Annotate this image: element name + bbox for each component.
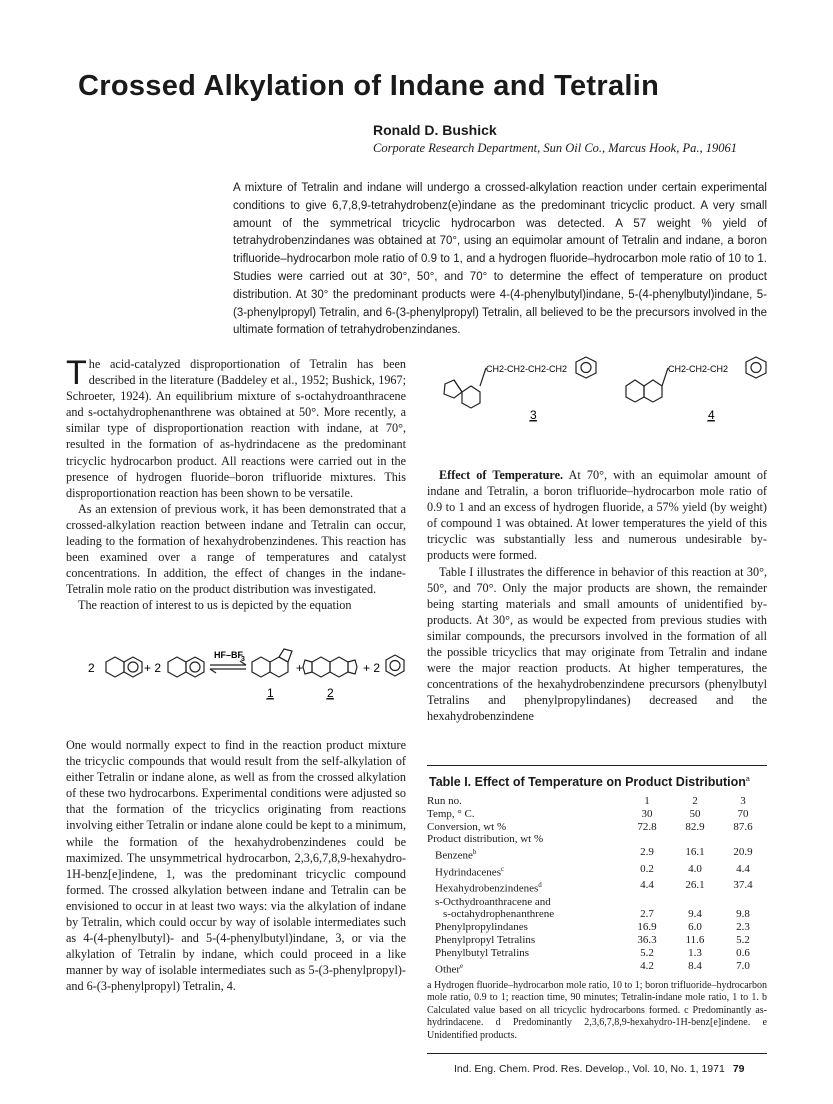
row-label: Benzene$^b$ bbox=[435, 848, 477, 862]
row-value bbox=[671, 896, 719, 909]
row-value: 72.8 bbox=[637, 820, 657, 833]
row-value: 4.0 bbox=[688, 862, 702, 875]
row-label: Product distribution, wt % bbox=[427, 833, 544, 846]
row-value: 11.6 bbox=[685, 933, 705, 946]
row-value: 8.4 bbox=[688, 959, 702, 972]
structure-4-chain: CH2-CH2-CH2 bbox=[668, 364, 729, 374]
row-label: Temp, ° C. bbox=[427, 807, 475, 820]
abstract: A mixture of Tetralin and indane will undergo a crossed-alkylation reaction under certain experimental conditions to give 6,7,8,9-tetrahydrobenz(e)indane as the predominant tricyclic product. A very small amount of the symmetrical tricyclic hydrocarbon was detected. A 57 weight % yield of tetrahydrobenzindanes was obtained at 70°, using an equimolar amount of Tetralin and indane, a boron trifluoride–hydrocarbon mole ratio of 0.9 to 1, and a hydrogen fluoride–hydrocarbon mole ratio of 10 to 1. Studies were carried out at 30°, 50°, and 70° to determine the effect of temperature on product distribution. At 30° the predominant products were 4-(4-phenylbutyl)indane, 5-(4-phenylbutyl)indane, 5-(3-phenylpropyl) Tetralin, and 6-(3-phenylpropyl) Tetralin, all believed to be the precursors involved in the ultimate formation of tetrahydrobenzindanes. bbox=[233, 182, 767, 337]
row-value bbox=[671, 833, 719, 846]
structure-3-label: 3 bbox=[530, 408, 537, 422]
table-row bbox=[427, 879, 767, 895]
structures-3-4 bbox=[436, 356, 776, 436]
table-row bbox=[427, 896, 767, 909]
row-value: 7.0 bbox=[736, 959, 750, 972]
product-2-structure bbox=[303, 657, 357, 677]
extension-paragraph: As an extension of previous work, it has been demonstrated that a crossed-alkylation reaction between indane and Tetralin can occur, leading to the formation of hexahydrobenzindenes. This reaction has been examined over a range of temperatures and catalyst concentrations. In addition, the effect of changes in the indane-Tetralin mole ratio on the product distribution was investigated. bbox=[66, 501, 406, 597]
row-label: Phenylbutyl Tetralins bbox=[435, 946, 530, 959]
table-discussion-paragraph: Table I illustrates the difference in behavior of this reaction at 30°, 50°, and 70°. Only the major products are shown, the remainder being starting materials and small amounts of unidentified by-products. At 30°, as would be expected from previous studies with similar compounds, the precursors involved in the formation of all the possible tricyclics that may originate from Tetralin and indane were the major reaction products. At higher temperatures, the concentrations of the hexahydrobenzindene precursors (phenylbutyl Tetralins and phenylpropylindanes) decreased and the hexahydrobenzindene bbox=[427, 564, 767, 724]
row-value bbox=[623, 896, 671, 909]
row-value: 5.2 bbox=[736, 933, 750, 946]
row-value: 20.9 bbox=[733, 846, 753, 859]
row-value: 16.9 bbox=[637, 921, 657, 934]
row-value: 1.3 bbox=[688, 946, 702, 959]
page-footer bbox=[454, 1063, 745, 1075]
right-column bbox=[427, 467, 767, 725]
row-value: 70 bbox=[737, 807, 749, 820]
row-value: 82.9 bbox=[685, 820, 705, 833]
table-row bbox=[427, 795, 767, 808]
table-row bbox=[427, 821, 767, 834]
discussion-paragraph: One would normally expect to find in the reaction product mixture the tricyclic compounds that would result from the self-alkylation of either Tetralin or indane alone, as well as from the crossed alkylation of these two hydrocarbons. Experimental conditions were adjusted so that the formation of the tricyclics originating from reactions involving either Tetralin or indane alone could be kept to a minimum, while the formation of the hexahydrobenzindenes could be maximized. The unsymmetrical hydrocarbon, 2,3,6,7,8,9-hexahydro-1H-benz[e]indene, 1, was the predominant tricyclic compound formed. The crossed alkylation between indane and Tetralin can be envisioned to occur in at least two ways: via the alkylation of indane by Tetralin, which could occur by way of isolable intermediates such as 4-(4-phenylbutyl)- and 5-(4-phenylbutyl)indane, 3, or via the alkylation of Tetralin by indane, which could proceed in a like manner by way of isolable intermediates such as 5-(3-phenylpropyl)- and 6-(3-phenylpropyl) Tetralin, 4. bbox=[66, 738, 406, 994]
row-label: Phenylpropyl Tetralins bbox=[435, 933, 536, 946]
row-value: 26.1 bbox=[685, 879, 705, 892]
intro-paragraph: he acid-catalyzed disproportionation of Tetralin has been described in the literature (Baddeley et al., 1952; Bushick, 1967; Schroeter, 1924). An equilibrium mixture of s-octahydroanthracene and s-octahydrophenanthrene was obtained at 50°. More recently, a similar type of disproportionation reaction with indane, at 70°, resulted in the formation of as-hydrindacene as the predominant tricyclic hydrocarbon product. All reactions were carried out in the presence of hydrogen fluoride–boron trifluoride mixtures. This disproportionation reaction has been shown to be versatile. bbox=[66, 357, 406, 500]
equation-catalyst: HF–BF bbox=[214, 650, 243, 660]
row-label: Hydrindacenes$^c$ bbox=[435, 864, 505, 879]
row-label: s-Octhydroanthracene and bbox=[435, 895, 551, 908]
compound-label-2: 2 bbox=[327, 686, 334, 700]
row-value bbox=[719, 833, 767, 846]
equation-plus-1: + 2 bbox=[144, 661, 162, 675]
row-label: Phenylpropylindanes bbox=[435, 921, 528, 934]
reaction-equation bbox=[84, 640, 414, 720]
equation-coefficient: 2 bbox=[88, 661, 95, 675]
page-number: 79 bbox=[732, 1063, 745, 1075]
row-value: 4.4 bbox=[736, 862, 750, 875]
paper-title: Crossed Alkylation of Indane and Tetralin bbox=[78, 70, 660, 102]
row-label: Other$^e$ bbox=[435, 961, 464, 976]
section-heading: Effect of Temperature. bbox=[439, 468, 564, 482]
row-value: 4.2 bbox=[640, 959, 654, 972]
structure-4-label: 4 bbox=[708, 408, 715, 422]
temperature-paragraph: At 70°, with an equimolar amount of indane and Tetralin, a boron trifluoride–hydrocarbon mole ratio of 0.9 to 1 and an excess of hydrogen fluoride, a 57% yield (by weight) of compound 1 was obtained. At lower temperatures the yield of this tricyclic was substantially less and numerous undesirable by-products were formed. bbox=[427, 468, 767, 563]
table-row bbox=[427, 808, 767, 821]
row-label: Run no. bbox=[427, 795, 462, 807]
left-column-bottom bbox=[66, 737, 406, 995]
row-label: Hexahydrobenzindenes$^d$ bbox=[435, 881, 542, 895]
row-value bbox=[623, 833, 671, 846]
table-row bbox=[427, 934, 767, 947]
tetralin-structure-2 bbox=[168, 657, 204, 677]
tetralin-structure-1 bbox=[106, 657, 142, 677]
table-body bbox=[427, 795, 767, 976]
structure-3-chain: CH2-CH2-CH2-CH2 bbox=[486, 364, 568, 374]
row-value: 1 bbox=[644, 795, 650, 807]
row-value: 16.1 bbox=[685, 846, 705, 859]
table-footnote: a Hydrogen fluoride–hydrocarbon mole ratio, 10 to 1; boron trifluoride–hydrocarbon mole ratio, 0.9 to 1; reaction time, 90 minutes; Tetralin-indane mole ratio, 1 to 1. b Calculated value based on all tricyclic hydrocarbons formed. c Predominantly as-hydrindacene. d Predominantly 2,3,6,7,8,9-hexahydro-1H-benz[e]indene. e Unidentified products. bbox=[427, 979, 767, 1041]
benzene-structure bbox=[386, 655, 404, 676]
table-row bbox=[427, 846, 767, 862]
row-value: 87.6 bbox=[733, 820, 753, 833]
left-column-top bbox=[66, 356, 406, 614]
compound-label-1: 1 bbox=[267, 686, 274, 700]
row-value: 4.4 bbox=[640, 879, 654, 892]
row-value: 5.2 bbox=[640, 946, 654, 959]
row-value: 37.4 bbox=[733, 879, 753, 892]
row-value: 9.4 bbox=[688, 908, 702, 921]
row-value: 6.0 bbox=[688, 921, 702, 934]
table-1 bbox=[427, 765, 767, 1042]
row-value: 0.6 bbox=[736, 946, 750, 959]
drop-cap: T bbox=[66, 354, 87, 392]
author-affiliation: Corporate Research Department, Sun Oil Co., Marcus Hook, Pa., 19061 bbox=[373, 141, 737, 155]
table-row bbox=[427, 833, 767, 846]
row-value: 3 bbox=[740, 795, 746, 807]
row-label: Conversion, wt % bbox=[427, 820, 507, 833]
row-value: 2 bbox=[692, 795, 698, 807]
row-label: s-octahydrophenanthrene bbox=[443, 908, 555, 921]
journal-citation: Ind. Eng. Chem. Prod. Res. Develop., Vol. 10, No. 1, 1971 bbox=[454, 1063, 725, 1075]
equation-plus-3: + 2 bbox=[363, 661, 381, 675]
row-value: 9.8 bbox=[736, 908, 750, 921]
row-value bbox=[719, 896, 767, 909]
table-title: Table I. Effect of Temperature on Product Distribution$^a$ bbox=[429, 775, 750, 789]
table-row bbox=[427, 908, 767, 921]
table-row bbox=[427, 921, 767, 934]
row-value: 36.3 bbox=[637, 933, 657, 946]
equation-catalyst-sub: 3 bbox=[241, 656, 245, 663]
row-value: 50 bbox=[689, 807, 701, 820]
equation-plus-2: + bbox=[296, 661, 304, 675]
row-value: 30 bbox=[641, 807, 653, 820]
row-value: 2.3 bbox=[736, 921, 750, 934]
product-1-structure bbox=[252, 649, 292, 677]
author-name: Ronald D. Bushick bbox=[373, 122, 497, 138]
row-value: 2.9 bbox=[640, 846, 654, 859]
equation-intro: The reaction of interest to us is depicted by the equation bbox=[78, 598, 352, 613]
table-row bbox=[427, 863, 767, 879]
table-row bbox=[427, 960, 767, 976]
row-value: 0.2 bbox=[640, 862, 654, 875]
row-value: 2.7 bbox=[640, 908, 654, 921]
table-row bbox=[427, 947, 767, 960]
